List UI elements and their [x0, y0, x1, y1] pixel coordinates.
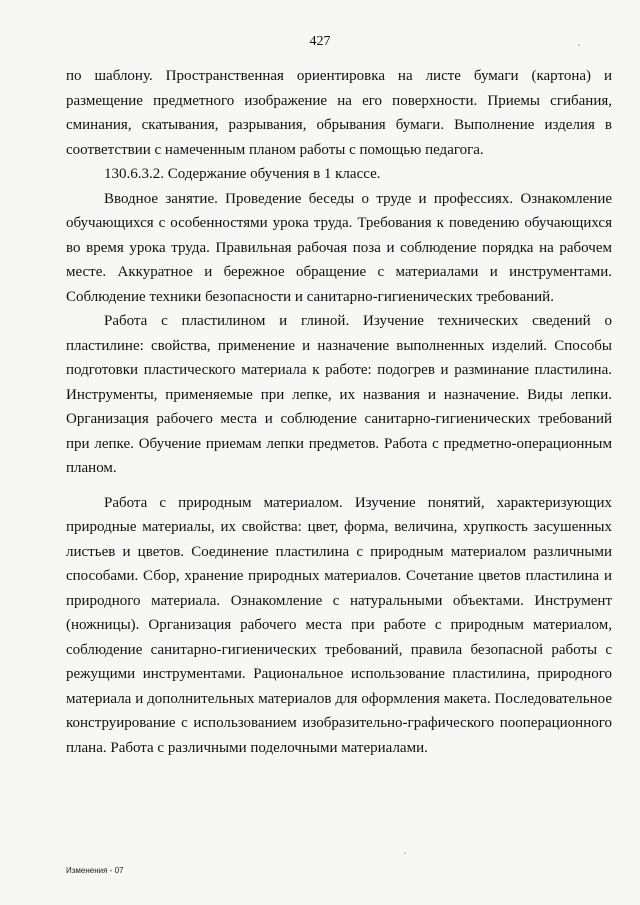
paragraph-continuation: по шаблону. Пространственная ориентировка на листе бумаги (картона) и размещение предметного изображение на его поверхности. Приемы сгибания, сминания, скатывания, разрывания, обрывания бумаги. Выполнение изделия в соответствии с намеченным планом работы с помощью педагога.	[66, 68, 612, 158]
section-heading: 130.6.3.2. Содержание обучения в 1 классе.	[104, 166, 381, 182]
scan-speck	[404, 852, 406, 854]
paragraph-plasticine-clay: Работа с пластилином и глиной. Изучение технических сведений о пластилине: свойства, применение и назначение выполненных изделий. Способы подготовки пластического материала к работе: подогрев и разминание пластилина. Инструменты, применяемые при лепке, их названия и назначение. Виды лепки. Организация рабочего места и соблюдение санитарно-гигиенических требований при лепке. Обучение приемам лепки предметов. Работа с предметно-операционным планом.	[66, 313, 612, 476]
page-body	[66, 64, 612, 760]
page-number: 427	[309, 34, 331, 49]
paragraph-natural-material: Работа с природным материалом. Изучение понятий, характеризующих природные материалы, их свойства: цвет, форма, величина, хрупкость засушенных листьев и цветов. Соединение пластилина с природным материалом различными способами. Сбор, хранение природных материалов. Сочетание цветов пластилина и природного материала. Ознакомление с натуральными объектами. Инструмент (ножницы). Организация рабочего места при работе с природным материалом, соблюдение санитарно-гигиенических требований, правила безопасной работы с режущими инструментами. Рациональное использование пластилина, природного материала и дополнительных материалов для оформления макета. Последовательное конструирование с использованием изобразительно-графического пооперационного плана. Работа с различными поделочными материалами.	[66, 494, 612, 756]
paragraph-intro-lesson: Вводное занятие. Проведение беседы о труде и профессиях. Ознакомление обучающихся с особенностями урока труда. Требования к поведению обучающихся во время урока труда. Правильная рабочая поза и соблюдение порядка на рабочем месте. Аккуратное и бережное обращение с материалами и инструментами. Соблюдение техники безопасности и санитарно-гигиенических требований.	[66, 190, 612, 305]
scan-speck	[578, 44, 580, 46]
footer-revision-note: Изменения - 07	[66, 866, 124, 875]
